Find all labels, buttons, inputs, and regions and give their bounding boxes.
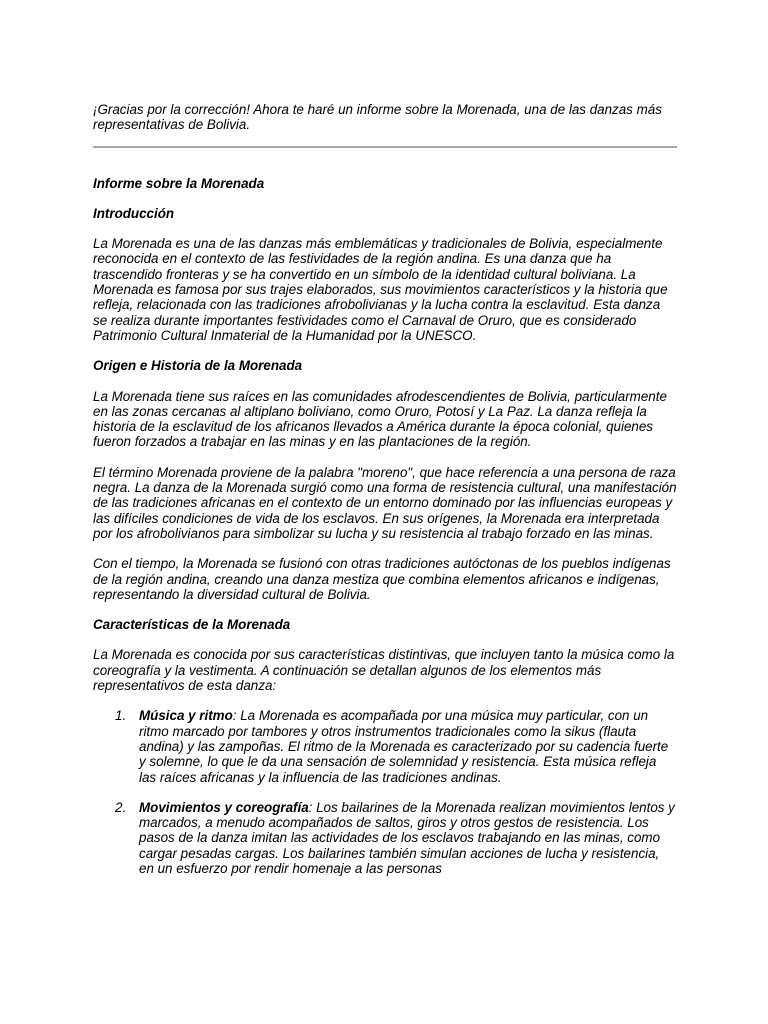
document-page: [93, 102, 677, 891]
list-item-text: : Los bailarines de la Morenada realizan movimientos lentos y marcados, a menudo acompañados de saltos, giros y otros gestos de resistencia. Los pasos de la danza imitan las actividades de los esclavos trabajando en las minas, como cargar pesadas cargas. Los bailarines también simulan acciones de lucha y resistencia, en un esfuerzo por rendir homenaje a las personas: [139, 799, 675, 876]
document-title: Informe sobre la Morenada: [93, 175, 265, 191]
list-item: [115, 799, 677, 876]
paragraph-introduccion: La Morenada es una de las danzas más emblemáticas y tradicionales de Bolivia, especialmente reconocida en el contexto de las festividades de la región andina. Es una danza que ha trascendido fronteras y se ha convertido en un símbolo de la identidad cultural boliviana. La Morenada es famosa por sus trajes elaborados, sus movimientos característicos y la historia que refleja, relacionada con las tradiciones afrobolivianas y la lucha contra la esclavitud. Esta danza se realiza durante importantes festividades como el Carnaval de Oruro, que es considerado Patrimonio Cultural Inmaterial de la Humanidad por la UNESCO.: [93, 236, 668, 343]
list-item: [115, 708, 677, 785]
paragraph-origen-2: El término Morenada proviene de la palabra "moreno", que hace referencia a una persona de raza negra. La danza de la Morenada surgió como una forma de resistencia cultural, una manifestación de las tradiciones africanas en el contexto de un entorno dominado por las influencias europeas y las difíciles condiciones de vida de los esclavos. En sus orígenes, la Morenada era interpretada por los afrobolivianos para simbolizar su lucha y su resistencia al trabajo forzado en las minas.: [93, 464, 677, 541]
list-item-term: Movimientos y coreografía: [139, 799, 309, 815]
section-heading-caracteristicas: Características de la Morenada: [93, 617, 291, 633]
list-item-number: 1.: [115, 708, 127, 724]
list-item-term: Música y ritmo: [139, 708, 233, 724]
features-list: [93, 708, 677, 876]
paragraph-origen-3: Con el tiempo, la Morenada se fusionó con otras tradiciones autóctonas de los pueblos indígenas de la región andina, creando una danza mestiza que combina elementos africanos e indígenas, representando la diversidad cultural de Bolivia.: [93, 556, 671, 602]
horizontal-rule: [93, 146, 677, 148]
list-item-number: 2.: [115, 799, 127, 815]
list-item-text: : La Morenada es acompañada por una música muy particular, con un ritmo marcado por tambores y otros instrumentos tradicionales como la sikus (flauta andina) y las zampoñas. El ritmo de la Morenada es caracterizado por su cadencia fuerte y solemne, lo que le da una sensación de solemnidad y resistencia. Esta música refleja las raíces africanas y la influencia de las tradiciones andinas.: [139, 708, 669, 785]
section-heading-introduccion: Introducción: [93, 205, 175, 221]
preamble-text: ¡Gracias por la corrección! Ahora te haré un informe sobre la Morenada, una de las danzas más representativas de Bolivia.: [93, 102, 662, 133]
paragraph-caracteristicas: La Morenada es conocida por sus características distintivas, que incluyen tanto la música como la coreografía y la vestimenta. A continuación se detallan algunos de los elementos más representativos de esta danza:: [93, 647, 675, 694]
paragraph-origen-1: La Morenada tiene sus raíces en las comunidades afrodescendientes de Bolivia, particularmente en las zonas cercanas al altiplano boliviano, como Oruro, Potosí y La Paz. La danza refleja la historia de la esclavitud de los africanos llevados a América durante la época colonial, quienes fueron forzados a trabajar en las minas y en las plantaciones de la región.: [93, 388, 667, 450]
section-heading-origen: Origen e Historia de la Morenada: [93, 358, 303, 374]
